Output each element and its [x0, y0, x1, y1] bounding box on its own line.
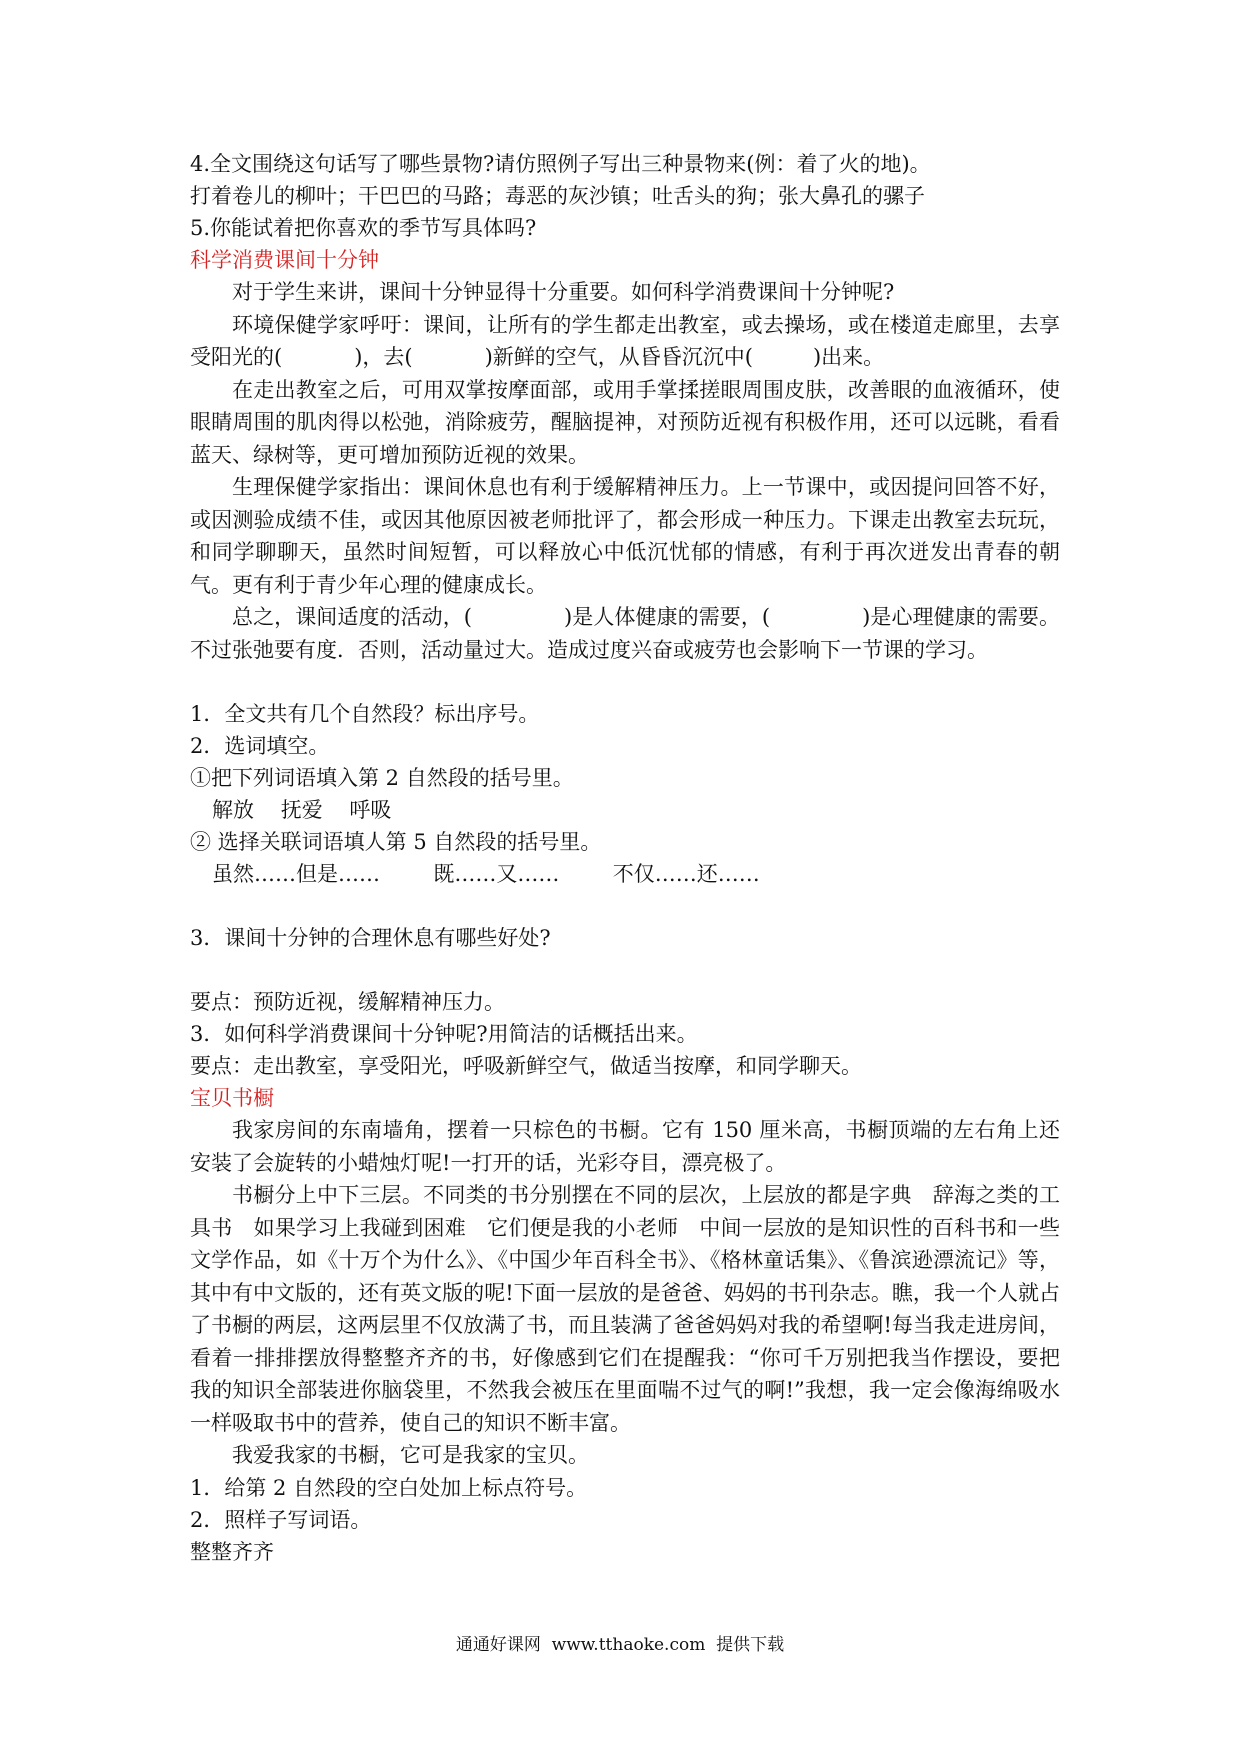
q3-benefits: 3．课间十分钟的合理休息有哪些好处? — [190, 926, 551, 950]
p2-text-b: )，去( — [354, 345, 413, 369]
p2-text-a: 环境保健学家呼吁：课间，让所有的学生都走出教室，或去操场，或在楼道走廊里，去享受阳光的( — [190, 312, 1060, 369]
article1-paragraph-2 — [190, 309, 1060, 374]
article1-paragraph-4: 生理保健学家指出：课间休息也有利于缓解精神压力。上一节课中，或因提问回答不好，或因测验成绩不佳，或因其他原因被老师批评了，都会形成一种压力。下课走出教室去玩玩，和同学聊聊天，虽然时间短暂，可以释放心中低沉忧郁的情感，有利于再次迸发出青春的朝气。更有利于青少年心理的健康成长。 — [190, 475, 1060, 597]
q1-punctuation: 1．给第 2 自然段的空白处加上标点符号。 — [190, 1475, 588, 1500]
article-title-science-break: 科学消费课间十分钟 — [190, 248, 379, 272]
article2-paragraph-1: 我家房间的东南墙角，摆着一只棕色的书橱。它有 150 厘米高，书橱顶端的左右角上还安装了会旋转的小蜡烛灯呢!一打开的话，光彩夺目，漂亮极了。 — [190, 1118, 1060, 1175]
p2-text-d: )出来。 — [812, 345, 885, 369]
q2-part-2-words: 虽然……但是…… 既……又…… 不仅……还…… — [212, 862, 760, 886]
q2-part-1-words: 解放 抚爱 呼吸 — [212, 798, 392, 822]
q1-paragraph-count: 1．全文共有几个自然段？标出序号。 — [190, 702, 540, 726]
question-4: 4.全文围绕这句话写了哪些景物?请仿照例子写出三种景物来(例：着了火的地)。 — [190, 152, 931, 176]
answer-3b: 要点：走出教室，享受阳光，呼吸新鲜空气，做适当按摩，和同学聊天。 — [190, 1054, 862, 1078]
question-5: 5.你能试着把你喜欢的季节写具体吗? — [190, 216, 537, 240]
q2-part-1: ①把下列词语填入第 2 自然段的括号里。 — [190, 766, 574, 790]
q3-summary: 3．如何科学消费课间十分钟呢?用简洁的话概括出来。 — [190, 1022, 698, 1046]
p2-text-c: )新鲜的空气，从昏昏沉沉中( — [484, 345, 753, 369]
article1-paragraph-3: 在走出教室之后，可用双掌按摩面部，或用手掌揉搓眼周围皮肤，改善眼的血液循环，使眼睛周围的肌肉得以松弛，消除疲劳，醒脑提神，对预防近视有积极作用，还可以远眺，看看蓝天、绿树等，更可增加预防近视的效果。 — [190, 377, 1060, 467]
p5-text-a: 总之，课间适度的活动，( — [232, 605, 472, 629]
article1-paragraph-5 — [190, 601, 1060, 666]
article-title-bookcase: 宝贝书橱 — [190, 1086, 274, 1110]
p5-text-b: )是人体健康的需要，( — [564, 605, 771, 629]
article2-paragraph-2: 书橱分上中下三层。不同类的书分别摆在不同的层次，上层放的都是字典 辞海之类的工具书 如果学习上我碰到困难 它们便是我的小老师 中间一层放的是知识性的百科书和一些文学作品，如《十万个为什么》、《中国少年百科全书》、《格林童话集》、《鲁滨逊漂流记》等，其中有中文版的，还有英文版的呢!下面一层放的是爸爸、妈妈的书刊杂志。瞧，我一个人就占了书橱的两层，这两层里不仅放满了书，而且装满了爸爸妈妈对我的希望啊!每当我走进房间，看着一排排摆放得整整齐齐的书，好像感到它们在提醒我：“你可千万别把我当作摆设，要把我的知识全部装进你脑袋里，不然我会被压在里面喘不过气的啊!”我想，我一定会像海绵吸水一样吸取书中的营养，使自己的知识不断丰富。 — [190, 1183, 1060, 1435]
page-footer: 通通好课网 www.tthaoke.com 提供下载 — [455, 1635, 785, 1655]
document-body — [190, 148, 1060, 1568]
q2-fill-words: 2．选词填空。 — [190, 734, 330, 758]
answer-3: 要点：预防近视，缓解精神压力。 — [190, 990, 505, 1014]
article1-paragraph-1: 对于学生来讲，课间十分钟显得十分重要。如何科学消费课间十分钟呢? — [232, 280, 895, 304]
p5-text-c: )是心理健康的需要。不过张弛要有度．否则，活动量过大。造成过度兴奋或疲劳也会影响下一节课的学习。 — [190, 605, 1060, 662]
word-example: 整整齐齐 — [190, 1539, 274, 1564]
answer-4: 打着卷儿的柳叶；干巴巴的马路；毒恶的灰沙镇；吐舌头的狗；张大鼻孔的骡子 — [190, 184, 925, 208]
q2-write-words: 2．照样子写词语。 — [190, 1507, 372, 1532]
article2-paragraph-3: 我爱我家的书橱，它可是我家的宝贝。 — [232, 1443, 589, 1467]
q2-part-2: ② 选择关联词语填人第 5 自然段的括号里。 — [190, 830, 602, 854]
